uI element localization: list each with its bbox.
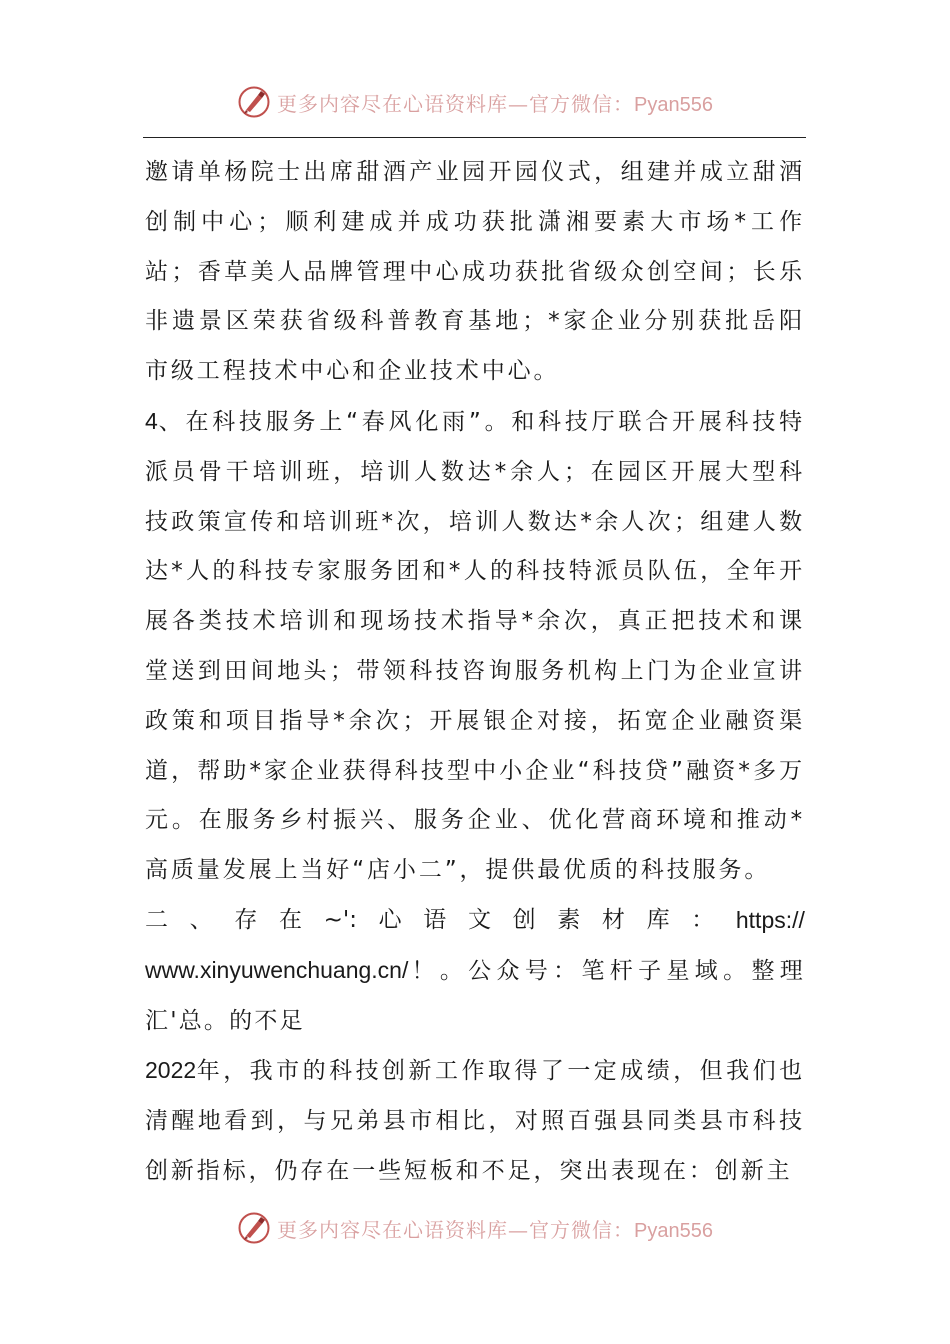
wechat-id: Pyan556 bbox=[634, 93, 713, 116]
year-number: 2022 bbox=[145, 1057, 197, 1084]
url-link-prefix: https:// bbox=[735, 906, 805, 933]
header-banner-text: 更多内容尽在心语资料库—官方微信：Pyan556 bbox=[277, 91, 713, 116]
section-heading-shortcomings: 二 、 存 在 ~': 心 语 文 创 素 材 库 ： https:// bbox=[145, 896, 805, 946]
footer-banner-text: 更多内容尽在心语资料库—官方微信：Pyan556 bbox=[277, 1217, 713, 1242]
pen-nib-logo-icon bbox=[237, 85, 271, 119]
pen-nib-logo-icon bbox=[237, 1211, 271, 1245]
paragraph-achievements: 邀请单杨院士出席甜酒产业园开园仪式，组建并成立甜酒创制中心；顺利建成并成功获批潇湘要素大市场*工作站；香草美人品牌管理中心成功获批省级众创空间；长乐非遗景区荣获省级科普教育基地；*家企业分别获批岳阳市级工程技术中心和企业技术中心。 bbox=[145, 159, 805, 385]
paragraph-tech-service: 4、在科技服务上“春风化雨”。和科技厅联合开展科技特派员骨干培训班，培训人数达*余人；在园区开展大型科技政策宣传和培训班*次，培训人数达*余人次；组建人数达*人的科技专家服务团和*人的科技特派员队伍，全年开展各类技术培训和现场技术指导*余次，真正把技术和课堂送到田间地头；带领科技咨询服务机构上门为企业宣讲政策和项目指导*余次；开展银企对接，拓宽企业融资渠道，帮助*家企业获得科技型中小企业“科技贷”融资*多万元。在服务乡村振兴、服务企业、优化营商环境和推动*高质量发展上当好“店小二”，提供最优质的科技服务。 bbox=[145, 407, 805, 884]
document-body bbox=[145, 148, 805, 1197]
section-heading-continuation: www.xinyuwenchuang.cn/！。公众号：笔杆子星域。整理汇'总。的不足 bbox=[145, 956, 805, 1034]
header-banner bbox=[0, 80, 950, 124]
footer-banner bbox=[0, 1206, 950, 1250]
header-rule bbox=[143, 137, 806, 138]
item-number: 4 bbox=[145, 407, 158, 434]
url-link: www.xinyuwenchuang.cn/ bbox=[145, 956, 409, 983]
paragraph-summary: 2022年，我市的科技创新工作取得了一定成绩，但我们也清醒地看到，与兄弟县市相比，对照百强县同类县市科技创新指标，仍存在一些短板和不足，突出表现在：创新主 bbox=[145, 1057, 805, 1184]
wechat-id: Pyan556 bbox=[634, 1219, 713, 1242]
